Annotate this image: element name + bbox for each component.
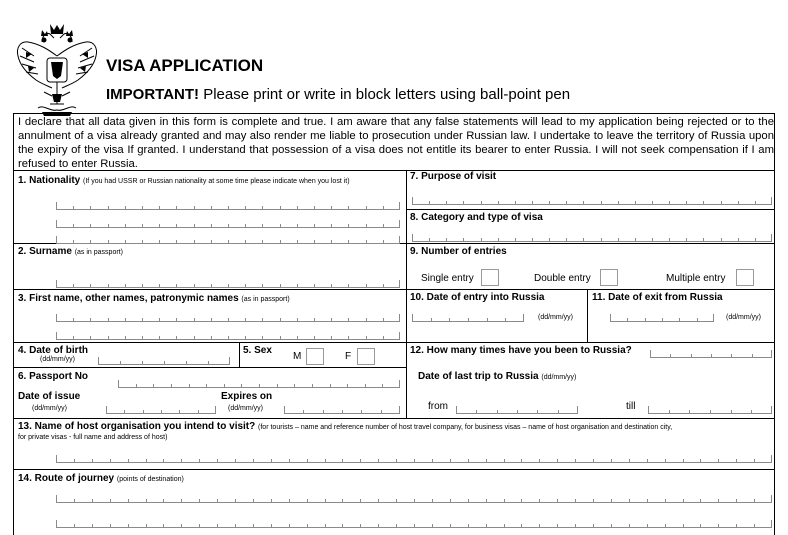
number-of-entries-label: 9. Number of entries	[410, 246, 507, 257]
multiple-entry-label: Multiple entry	[666, 273, 726, 284]
first-name-label: 3. First name, other names, patronymic names (as in passport)	[18, 293, 290, 304]
sex-female-label: F	[345, 351, 352, 362]
host-organisation-input[interactable]	[56, 455, 772, 463]
last-trip-from-input[interactable]	[456, 406, 578, 414]
first-name-input-row-2[interactable]	[56, 332, 400, 340]
page-title: VISA APPLICATION	[106, 56, 264, 75]
date-format-note: (dd/mm/yy)	[32, 405, 67, 412]
nationality-input-row-3[interactable]	[56, 236, 400, 244]
last-trip-till-input[interactable]	[648, 406, 772, 414]
date-of-birth-input[interactable]	[98, 357, 230, 365]
divider	[13, 469, 775, 470]
date-format-note: (dd/mm/yy)	[40, 356, 75, 363]
divider	[13, 367, 406, 368]
double-entry-checkbox[interactable]	[600, 269, 618, 286]
visa-category-label: 8. Category and type of visa	[410, 212, 543, 223]
sex-label: 5. Sex	[243, 345, 272, 356]
date-of-issue-label: Date of issue	[18, 391, 81, 402]
date-of-exit-label: 11. Date of exit from Russia	[592, 292, 723, 303]
route-of-journey-label: 14. Route of journey (points of destination)	[18, 473, 184, 484]
date-of-issue-input[interactable]	[106, 406, 216, 414]
divider	[406, 209, 775, 210]
divider	[406, 170, 407, 418]
date-format-note: (dd/mm/yy)	[228, 405, 263, 412]
visa-category-input[interactable]	[412, 234, 772, 242]
surname-input[interactable]	[56, 280, 400, 288]
times-in-russia-label: 12. How many times have you been to Russia?	[410, 345, 632, 356]
passport-number-input[interactable]	[118, 380, 400, 388]
host-organisation-note: for private visas - full name and address of host)	[18, 434, 168, 441]
route-input-row-1[interactable]	[56, 495, 772, 503]
russian-coat-of-arms-emblem	[14, 22, 100, 118]
date-of-birth-label: 4. Date of birth	[18, 345, 89, 356]
nationality-label: 1. Nationality (If you had USSR or Russian nationality at some time please indicate when you lost it)	[18, 175, 350, 186]
surname-label: 2. Surname (as in passport)	[18, 246, 123, 257]
from-label: from	[428, 401, 448, 412]
date-of-entry-label: 10. Date of entry into Russia	[410, 292, 545, 303]
date-format-note: (dd/mm/yy)	[726, 314, 761, 321]
divider	[13, 289, 775, 290]
single-entry-label: Single entry	[421, 273, 474, 284]
purpose-of-visit-label: 7. Purpose of visit	[410, 171, 497, 182]
double-entry-label: Double entry	[534, 273, 591, 284]
route-input-row-2[interactable]	[56, 520, 772, 528]
expires-on-label: Expires on	[221, 391, 273, 402]
date-of-entry-input[interactable]	[412, 314, 524, 322]
purpose-of-visit-input[interactable]	[412, 197, 772, 205]
sex-female-checkbox[interactable]	[357, 348, 375, 365]
last-trip-label: Date of last trip to Russia (dd/mm/yy)	[418, 371, 577, 382]
passport-number-label: 6. Passport No	[18, 371, 89, 382]
important-text: Please print or write in block letters using ball-point pen	[203, 86, 571, 103]
divider	[239, 342, 240, 367]
date-of-exit-input[interactable]	[610, 314, 714, 322]
divider	[13, 418, 775, 419]
sex-male-checkbox[interactable]	[306, 348, 324, 365]
date-format-note: (dd/mm/yy)	[538, 314, 573, 321]
instruction-text	[106, 86, 570, 103]
divider	[13, 170, 775, 171]
multiple-entry-checkbox[interactable]	[736, 269, 754, 286]
divider	[13, 342, 775, 343]
expires-on-input[interactable]	[284, 406, 400, 414]
first-name-input-row-1[interactable]	[56, 314, 400, 322]
till-label: till	[626, 401, 636, 412]
sex-male-label: M	[293, 351, 302, 362]
host-organisation-label: 13. Name of host organisation you intend to visit? (for tourists – name and reference number of host travel company, for business visas – name of host organisation and destination city,	[18, 421, 673, 432]
single-entry-checkbox[interactable]	[481, 269, 499, 286]
nationality-input-row-2[interactable]	[56, 220, 400, 228]
times-in-russia-input[interactable]	[650, 350, 772, 358]
divider	[587, 289, 588, 342]
nationality-input-row-1[interactable]	[56, 202, 400, 210]
important-label: IMPORTANT!	[106, 86, 200, 103]
declaration-text: I declare that all data given in this form is complete and true. I am aware that any false statements will lead to my application being rejected or to the annulment of a visa already granted and may also render me liable to prosecution under Russian law. I undertake to leave the territory of Russia upon the expiry of the visa If granted. I understand that possession of a visa does not entitle its bearer to enter Russia. I will not seek compensation if I am refused to enter Russia.	[18, 116, 774, 170]
